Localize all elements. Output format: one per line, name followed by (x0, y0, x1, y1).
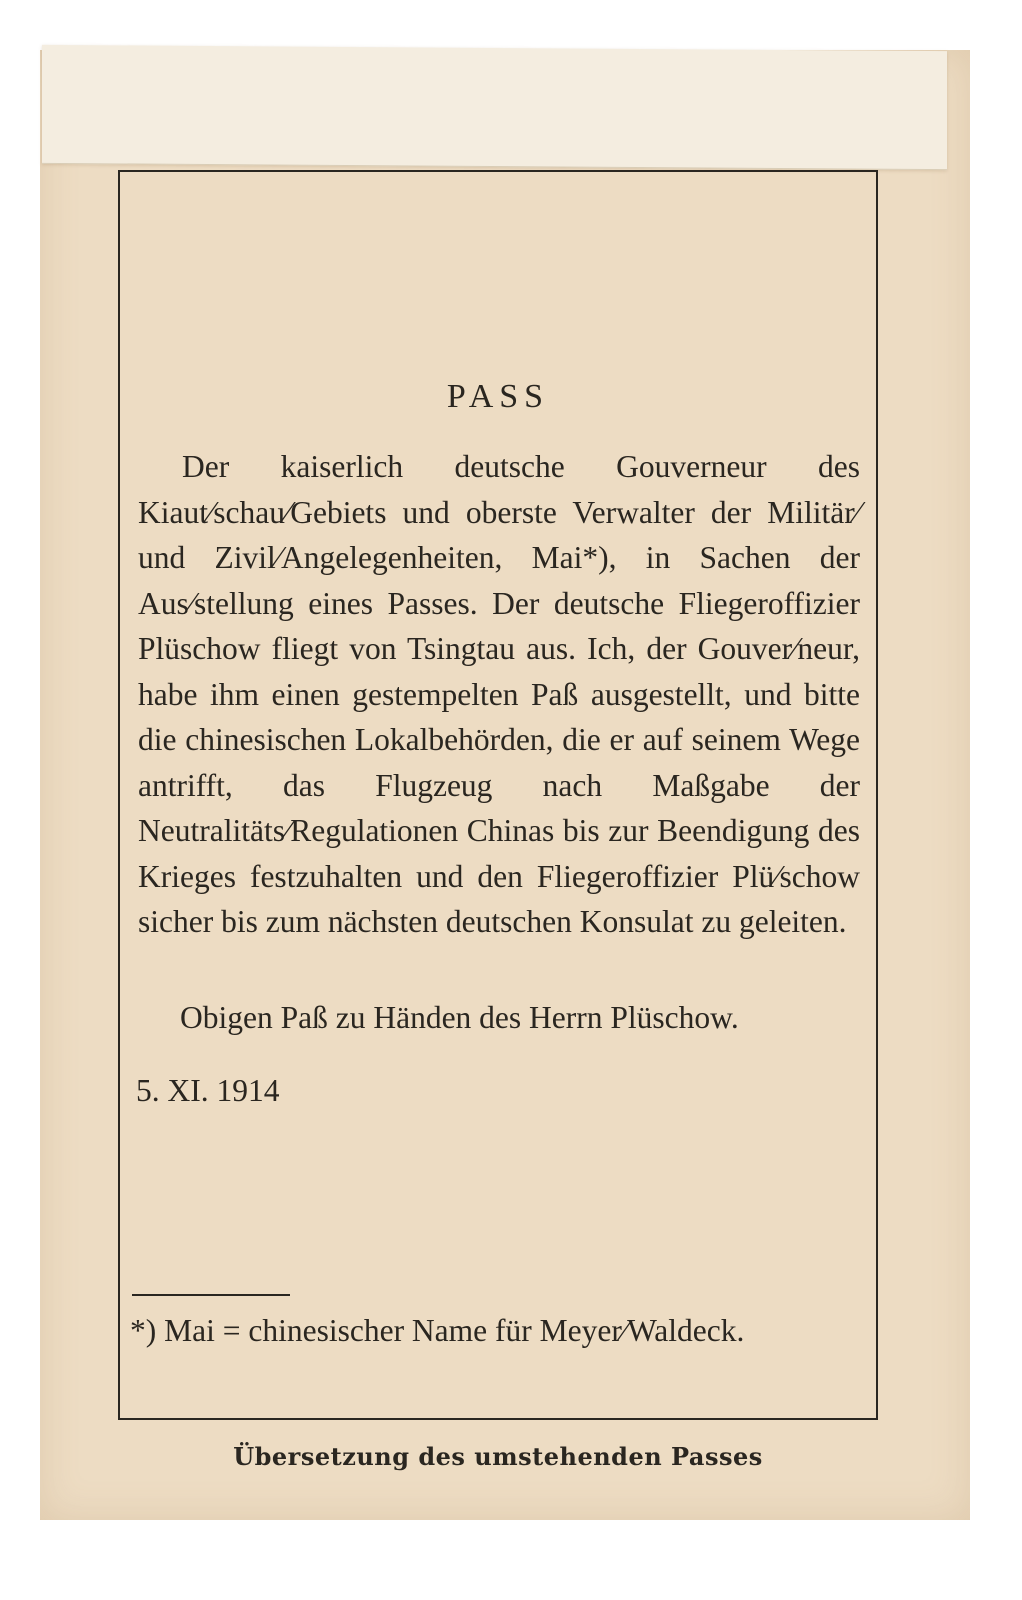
footnote-text: *) Mai = chinesischer Name für Meyer⁄Waldeck. (130, 1313, 745, 1348)
footnote-divider (132, 1294, 290, 1296)
issue-date: 5. XI. 1914 (136, 1073, 280, 1108)
document-title: PASS (446, 378, 550, 415)
pass-body-text: Der kaiserlich deutsche Gouverneur des Kiaut⁄schau⁄Gebiets und oberste Verwalter der Militär⁄ und Zivil⁄Angelegenheiten, Mai*), in Sachen der Aus⁄stellung eines Passes. Der deutsche Fliegeroffizier Plüschow fliegt von Tsingtau aus. Ich, der Gouver⁄neur, habe ihm einen gestempelten Paß ausgestellt, und bitte die chinesischen Lokalbehörden, die er auf seinem Wege antrifft, das Flugzeug nach Maßgabe der Neutralitäts⁄Regulationen Chinas bis zur Beendigung des Krieges festzuhalten und den Fliegeroffizier Plü⁄schow sicher bis zum nächsten deutschen Konsulat zu geleiten. (138, 449, 860, 939)
adhesive-tape-strip (42, 45, 947, 170)
recipient-line: Obigen Paß zu Händen des Herrn Plüschow. (180, 1000, 739, 1035)
translation-caption: Übersetzung des umstehenden Passes (233, 1442, 763, 1471)
